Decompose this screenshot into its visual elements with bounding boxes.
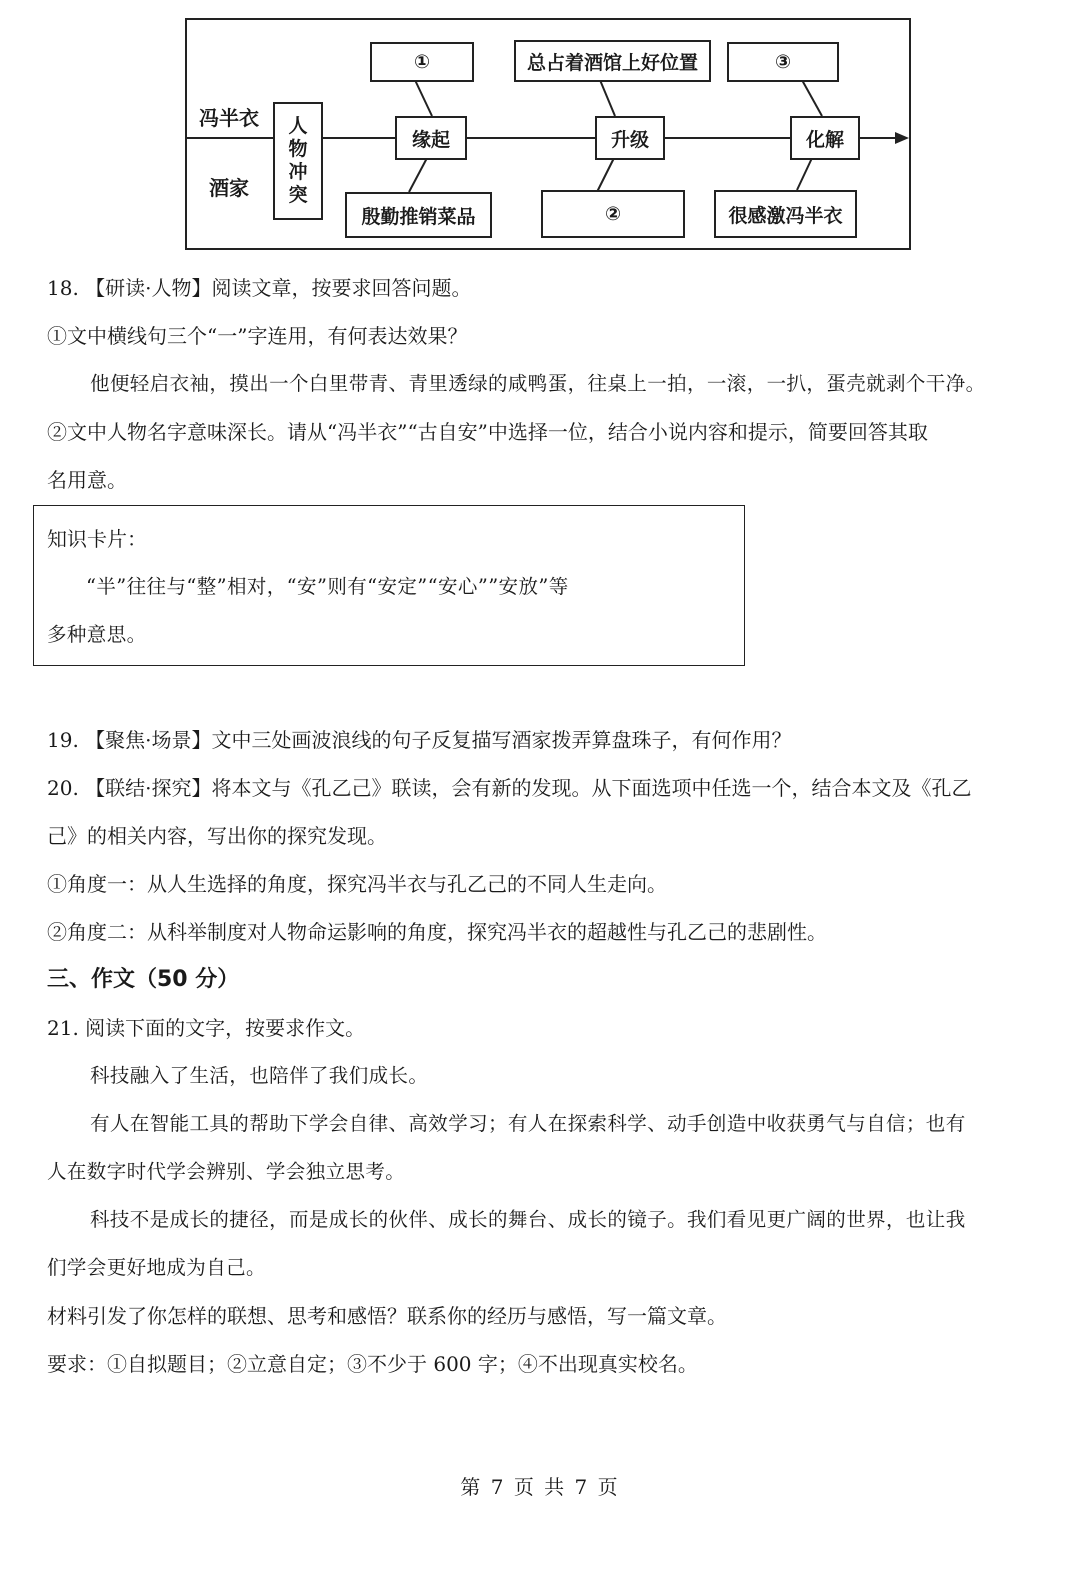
q20-line1: 20. 【联结·探究】将本文与《孔乙己》联读，会有新的发现。从下面选项中任选一个，结合本文及《孔乙 [47,776,972,800]
stage-resolve-box: 化解 [790,116,860,160]
q19-text: 19. 【聚焦·场景】文中三处画波浪线的句子反复描写酒家拨弄算盘珠子，有何作用？ [47,728,792,752]
q21-p3-line1: 科技不是成长的捷径，而是成长的伙伴、成长的舞台、成长的镜子。我们看见更广阔的世界，也让我 [90,1208,966,1231]
plot-flow-diagram [185,18,911,250]
q18-sub1: ①文中横线句三个“一”字连用，有何表达效果？ [47,324,468,348]
card-title: 知识卡片： [47,527,147,551]
q21-p2-line2: 人在数字时代学会辨别、学会独立思考。 [47,1160,406,1183]
stage-origin-box: 缘起 [395,116,467,160]
q21-title: 21. 阅读下面的文字，按要求作文。 [47,1016,366,1040]
character-conflict-box: 人 物 冲 突 [273,102,323,220]
section3-heading: 三、作文（50 分） [47,967,240,992]
card-line2: 多种意思。 [47,623,147,646]
card-line1: “半”往往与“整”相对，“安”则有“安定”“安心””安放”等 [86,575,569,598]
q18-quote: 他便轻启衣袖，摸出一个白里带青、青里透绿的咸鸭蛋，往桌上一拍，一滚，一扒，蛋壳就剥个干净。 [90,372,986,395]
label-jiujia: 酒家 [209,176,249,200]
q21-p3-line2: 们学会更好地成为自己。 [47,1256,266,1279]
q18-sub2-line2: 名用意。 [47,468,127,492]
q21-prompt: 材料引发了你怎样的联想、思考和感悟？联系你的经历与感悟，写一篇文章。 [47,1304,727,1328]
bottom-box-right: 很感激冯半衣 [714,190,857,238]
q18-sub2-line1: ②文中人物名字意味深长。请从“冯半衣”“古自安”中选择一位，结合小说内容和提示，简要回答其取 [47,420,928,444]
label-feng-banyi: 冯半衣 [199,106,259,130]
q20-line2: 己》的相关内容，写出你的探究发现。 [47,824,387,848]
q20-angle2: ②角度二：从科举制度对人物命运影响的角度，探究冯半衣的超越性与孔乙己的悲剧性。 [47,920,827,944]
timeline-arrowhead [895,132,909,144]
q21-p1: 科技融入了生活，也陪伴了我们成长。 [90,1064,429,1087]
q21-requirements: 要求：①自拟题目；②立意自定；③不少于 600 字；④不出现真实校名。 [47,1352,698,1376]
knowledge-card [33,505,745,666]
bottom-box-left: 殷勤推销菜品 [345,192,492,238]
stage-upgrade-box: 升级 [595,116,665,160]
q18-title: 18. 【研读·人物】阅读文章，按要求回答问题。 [47,276,472,300]
blank-box-1: ① [370,42,474,82]
top-box-middle: 总占着酒馆上好位置 [514,40,711,82]
blank-box-2: ② [541,190,685,238]
blank-box-3: ③ [727,42,839,82]
q20-angle1: ①角度一：从人生选择的角度，探究冯半衣与孔乙己的不同人生走向。 [47,872,667,896]
page-footer: 第 7 页 共 7 页 [460,1475,620,1499]
q21-p2-line1: 有人在智能工具的帮助下学会自律、高效学习；有人在探索科学、动手创造中收获勇气与自信；也有 [90,1112,966,1135]
